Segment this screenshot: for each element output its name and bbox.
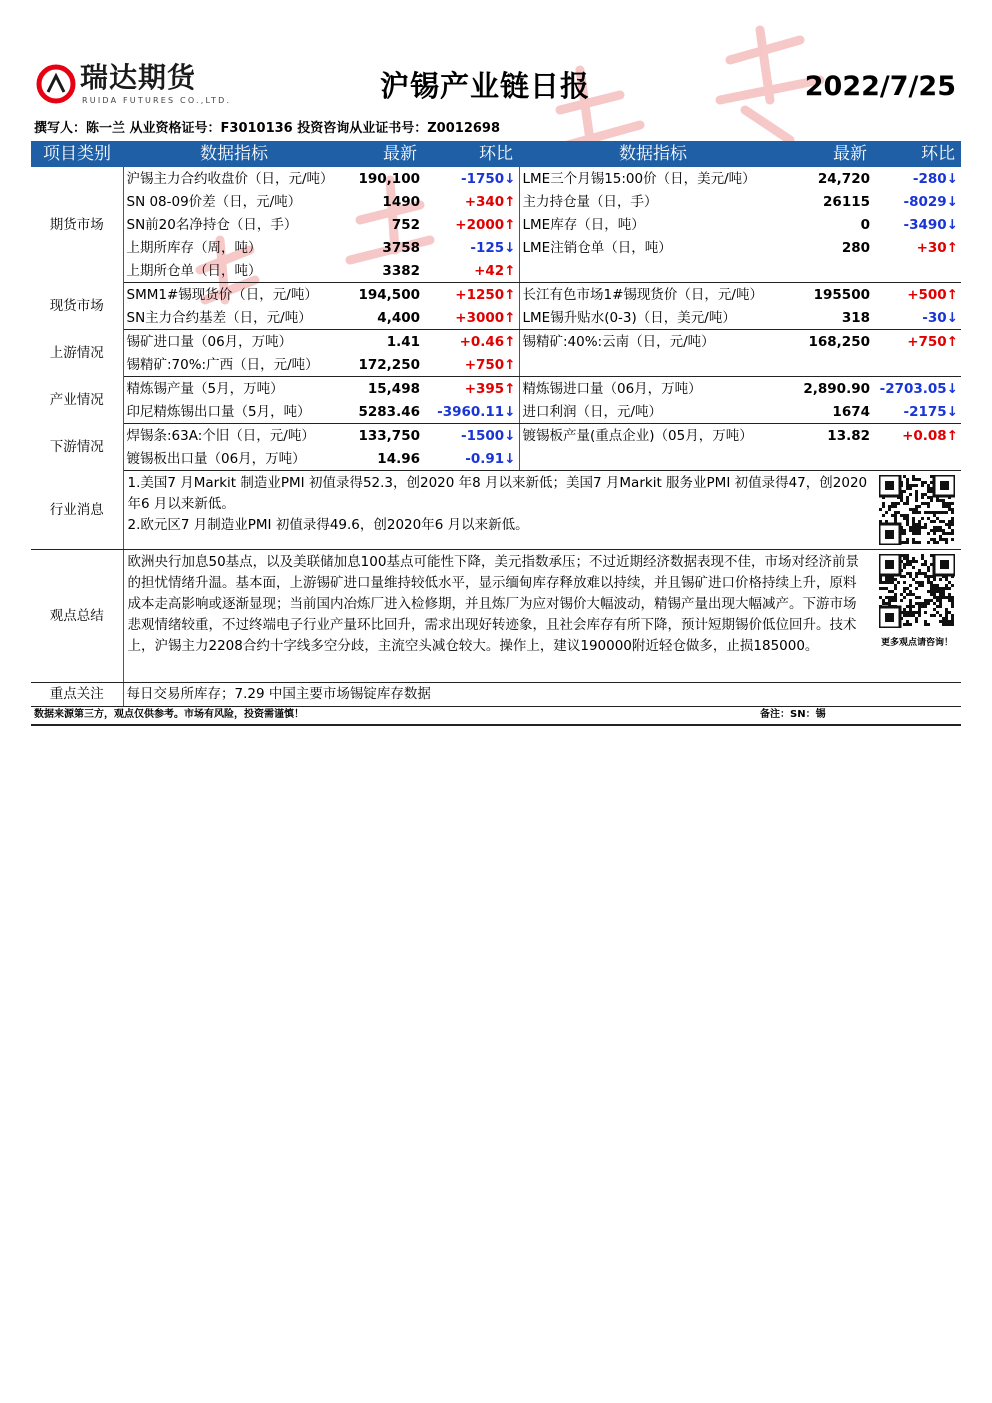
change-value: [873, 353, 961, 377]
latest-value: 15,498: [367, 380, 420, 397]
latest-value: 26115: [823, 193, 870, 210]
disclaimer: 数据来源第三方，观点仅供参考。市场有风险，投资需谨慎！: [34, 709, 304, 720]
report-date: 2022/7/25: [804, 71, 956, 102]
change-value: -3490↓: [903, 216, 958, 233]
indicator-label: 印尼精炼锡出口量（5月，吨）: [123, 400, 345, 424]
col-header-change-2: 环比: [873, 141, 961, 167]
news-text: [123, 471, 873, 550]
category-label: 上游情况: [31, 330, 123, 377]
news-line: 1.美国7 月Markit 制造业PMI 初值录得52.3，创2020 年8 月以来新低；美国7 月Markit 服务业PMI 初值录得47，创2020 年6 月以来新低。: [127, 475, 868, 512]
change-value: +1250↑: [455, 286, 516, 303]
indicator-label: SN主力合约基差（日，元/吨）: [123, 306, 345, 330]
qr-cell: [873, 549, 961, 682]
indicator-label: 镀锡板产量(重点企业)（05月，万吨）: [519, 424, 787, 448]
change-value: [873, 259, 961, 283]
table-row: [31, 377, 961, 401]
latest-value: 2,890.90: [803, 380, 870, 397]
latest-value: 24,720: [817, 170, 870, 187]
footnote: 备注：SN：锡: [760, 709, 826, 720]
change-value: -3960.11↓: [423, 400, 519, 424]
latest-value: 168,250: [808, 333, 870, 350]
indicator-label: 精炼锡进口量（06月，万吨）: [519, 377, 787, 401]
qr-cell: [873, 471, 961, 550]
col-header-indicator-2: 数据指标: [519, 141, 787, 167]
table-row: [31, 190, 961, 213]
indicator-label: [519, 259, 787, 283]
indicator-label: 锡精矿:70%:广西（日，元/吨）: [123, 353, 345, 377]
indicator-label: SN 08-09价差（日，元/吨）: [123, 190, 345, 213]
indicator-label: LME注销仓单（日，吨）: [519, 236, 787, 259]
latest-value: 1.41: [386, 333, 420, 350]
change-value: -30↓: [873, 306, 961, 330]
latest-value: [787, 259, 873, 283]
latest-value: 194,500: [358, 286, 420, 303]
logo-text-cn: 瑞达期货: [80, 61, 197, 94]
category-label: 期货市场: [31, 167, 123, 283]
change-value: +395↑: [464, 380, 516, 397]
news-line: 2.欧元区7 月制造业PMI 初值录得49.6，创2020年6 月以来新低。: [127, 517, 529, 533]
category-label: 产业情况: [31, 377, 123, 424]
change-value: +2000↑: [455, 216, 516, 233]
change-value: -280↓: [912, 170, 958, 187]
indicator-label: 长江有色市场1#锡现货价（日，元/吨）: [519, 283, 787, 307]
indicator-label: 锡矿进口量（06月，万吨）: [123, 330, 345, 354]
latest-value: 1490: [382, 193, 420, 210]
col-header-indicator: 数据指标: [123, 141, 345, 167]
indicator-label: 锡精矿:40%:云南（日，元/吨）: [519, 330, 787, 354]
author-line: 撰写人：陈一兰 从业资格证号：F3010136 投资咨询从业证书号：Z0012698: [34, 121, 500, 136]
indicator-label: SMM1#锡现货价（日，元/吨）: [123, 283, 345, 307]
col-header-change: 环比: [423, 141, 519, 167]
view-row: [31, 549, 961, 682]
table-row: [31, 353, 961, 377]
indicator-label: [519, 447, 787, 471]
change-value: [873, 447, 961, 471]
change-value: -125↓: [470, 239, 516, 256]
category-label: 观点总结: [31, 549, 123, 682]
col-header-latest-2: 最新: [787, 141, 873, 167]
latest-value: 14.96: [345, 447, 423, 471]
view-text: 欧洲央行加息50基点，以及美联储加息100基点可能性下降，美元指数承压；不过近期经济数据表现不佳，市场对经济前景的担忧情绪升温。基本面，上游锡矿进口量维持较低水平，显示缅甸库存释放难以持续，并且锡矿进口价格持续上升，原料成本走高影响或逐渐显现；当前国内冶炼厂进入检修期，并且炼厂为应对锡价大幅波动，精锡产量出现大幅减产。下游市场悲观情绪较重，不过终端电子行业产量环比回升，需求出现好转迹象，且社会库存有所下降，预计短期锡价低位回升。技术上，沪锡主力2208合约十字线多空分歧，主流空头减仓较大。操作上，建议190000附近轻仓做多，止损185000。: [123, 549, 873, 682]
qr-caption: 更多观点请咨询！: [880, 637, 953, 648]
category-label: 下游情况: [31, 424, 123, 471]
latest-value: 3758: [382, 239, 420, 256]
focus-row: [31, 682, 961, 706]
logo-text-en: RUIDA FUTURES CO.,LTD.: [82, 96, 232, 105]
data-table: [31, 141, 961, 707]
latest-value: 4,400: [345, 306, 423, 330]
indicator-label: 主力持仓量（日，手）: [519, 190, 787, 213]
table-row: [31, 306, 961, 330]
table-row: [31, 330, 961, 354]
news-body: [128, 473, 870, 536]
table-row: [31, 400, 961, 424]
ruida-logo-icon: [36, 62, 76, 106]
latest-value: 318: [787, 306, 873, 330]
col-header-latest: 最新: [345, 141, 423, 167]
latest-value: 3382: [345, 259, 423, 283]
qr-code-icon: [879, 554, 955, 628]
indicator-label: 上期所库存（周，吨）: [123, 236, 345, 259]
indicator-label: 焊锡条:63A:个旧（日，元/吨）: [123, 424, 345, 448]
change-value: +340↑: [464, 193, 516, 210]
change-value: +750↑: [907, 333, 958, 350]
table-row: [31, 447, 961, 471]
latest-value: 1674: [787, 400, 873, 424]
change-value: +0.08↑: [902, 427, 958, 444]
news-row: [31, 471, 961, 550]
indicator-label: LME锡升贴水(0-3)（日，美元/吨）: [519, 306, 787, 330]
bottom-rule: [31, 724, 961, 726]
indicator-label: 进口利润（日，元/吨）: [519, 400, 787, 424]
latest-value: [787, 353, 873, 377]
change-value: +500↑: [907, 286, 958, 303]
latest-value: 133,750: [358, 427, 420, 444]
table-row: [31, 167, 961, 190]
table-body: [31, 167, 961, 471]
latest-value: 752: [391, 216, 420, 233]
change-value: -0.91↓: [423, 447, 519, 471]
change-value: -2175↓: [873, 400, 961, 424]
latest-value: 172,250: [345, 353, 423, 377]
table-row: [31, 213, 961, 236]
report-title: 沪锡产业链日报: [380, 69, 591, 103]
indicator-label: LME三个月锡15:00价（日，美元/吨）: [519, 167, 787, 190]
table-row: [31, 424, 961, 448]
category-label: 重点关注: [31, 682, 123, 706]
change-value: -8029↓: [903, 193, 958, 210]
change-value: +3000↑: [423, 306, 519, 330]
indicator-label: LME库存（日，吨）: [519, 213, 787, 236]
company-logo: [36, 60, 232, 112]
latest-value: [787, 447, 873, 471]
change-value: -2703.05↓: [879, 380, 958, 397]
latest-value: 190,100: [358, 170, 420, 187]
indicator-label: 精炼锡产量（5月，万吨）: [123, 377, 345, 401]
indicator-label: SN前20名净持仓（日，手）: [123, 213, 345, 236]
table-header: [31, 141, 961, 167]
change-value: -1750↓: [461, 170, 516, 187]
change-value: +0.46↑: [459, 333, 516, 350]
latest-value: 0: [860, 216, 870, 233]
latest-value: 195500: [813, 286, 870, 303]
latest-value: 13.82: [827, 427, 870, 444]
change-value: +42↑: [423, 259, 519, 283]
focus-text: 每日交易所库存；7.29 中国主要市场锡锭库存数据: [123, 682, 961, 706]
change-value: +750↑: [423, 353, 519, 377]
category-label: 行业消息: [31, 471, 123, 550]
latest-value: 5283.46: [345, 400, 423, 424]
table-row: [31, 236, 961, 259]
indicator-label: 上期所仓单（日，吨）: [123, 259, 345, 283]
col-header-category: 项目类别: [31, 141, 123, 167]
indicator-label: 镀锡板出口量（06月，万吨）: [123, 447, 345, 471]
latest-value: 280: [841, 239, 870, 256]
table-row: [31, 259, 961, 283]
table-row: [31, 283, 961, 307]
qr-code-icon: [879, 475, 955, 545]
change-value: -1500↓: [461, 427, 516, 444]
category-label: 现货市场: [31, 283, 123, 330]
indicator-label: 沪锡主力合约收盘价（日，元/吨）: [123, 167, 345, 190]
change-value: +30↑: [916, 239, 958, 256]
indicator-label: [519, 353, 787, 377]
